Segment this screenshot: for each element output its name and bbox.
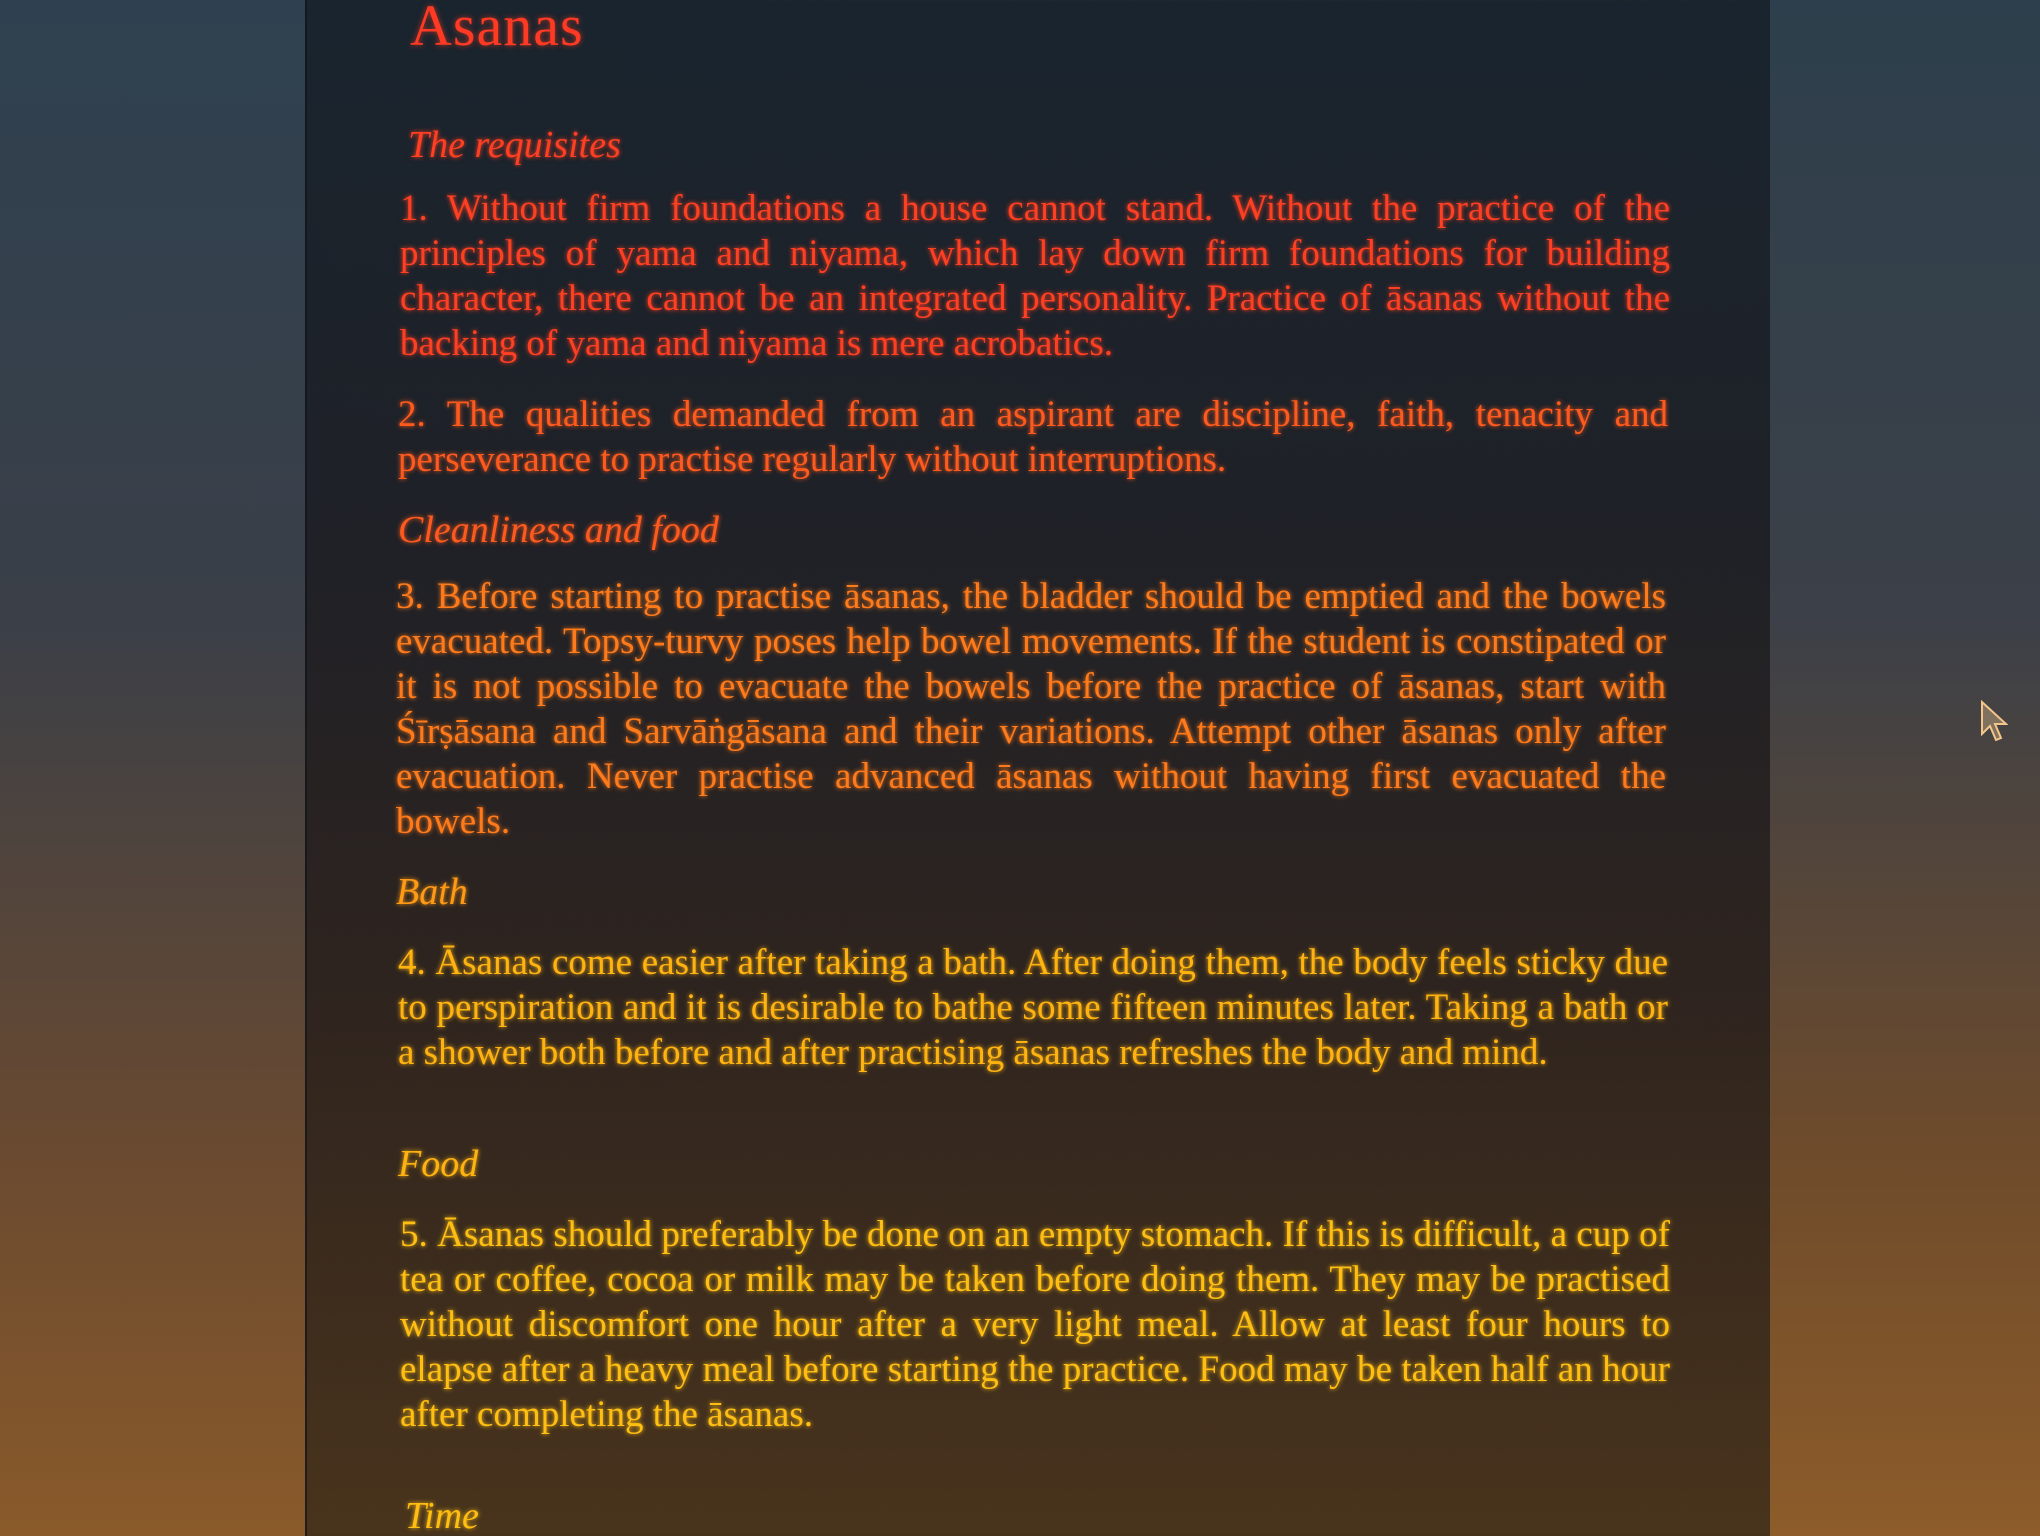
section-heading-time: Time bbox=[405, 1495, 479, 1536]
paragraph-3: 3. Before starting to practise āsanas, the bladder should be emptied and the bowels evacuated. Topsy-turvy poses help bowel movements. If the student is constipated or it is not possible to evacuate the bowels before the practice of āsanas, start with Śīrṣāsana and Sarvāṅgāsana and their variations. Attempt other āsanas only after evacuation. Never practise advanced āsanas without having first evacuated the bowels. bbox=[396, 576, 1666, 842]
section-heading-requisites: The requisites bbox=[408, 124, 621, 166]
paragraph-5: 5. Āsanas should preferably be done on an empty stomach. If this is difficult, a cup of tea or coffee, cocoa or milk may be taken before doing them. They may be practised without discomfort one hour after a very light meal. Allow at least four hours to elapse after a heavy meal before starting the practice. Food may be taken half an hour after completing the āsanas. bbox=[400, 1214, 1670, 1435]
mouse-pointer-icon bbox=[1980, 700, 2008, 742]
paragraph-1: 1. Without firm foundations a house cannot stand. Without the practice of the principles of yama and niyama, which lay down firm foundations for building character, there cannot be an integrated personality. Practice of āsanas without the backing of yama and niyama is mere acrobatics. bbox=[400, 188, 1670, 364]
paragraph-4: 4. Āsanas come easier after taking a bath. After doing them, the body feels sticky due to perspiration and it is desirable to bathe some fifteen minutes later. Taking a bath or a shower both before and after practising āsanas refreshes the body and mind. bbox=[398, 942, 1668, 1073]
section-heading-bath: Bath bbox=[396, 871, 468, 913]
left-margin bbox=[0, 0, 305, 1536]
section-heading-cleanliness: Cleanliness and food bbox=[398, 509, 719, 551]
section-heading-food: Food bbox=[398, 1143, 479, 1185]
page-title: Asanas bbox=[410, 0, 584, 58]
paragraph-2: 2. The qualities demanded from an aspirant are discipline, faith, tenacity and perseverance to practise regularly without interruptions. bbox=[398, 394, 1668, 480]
right-margin bbox=[1770, 0, 2040, 1536]
